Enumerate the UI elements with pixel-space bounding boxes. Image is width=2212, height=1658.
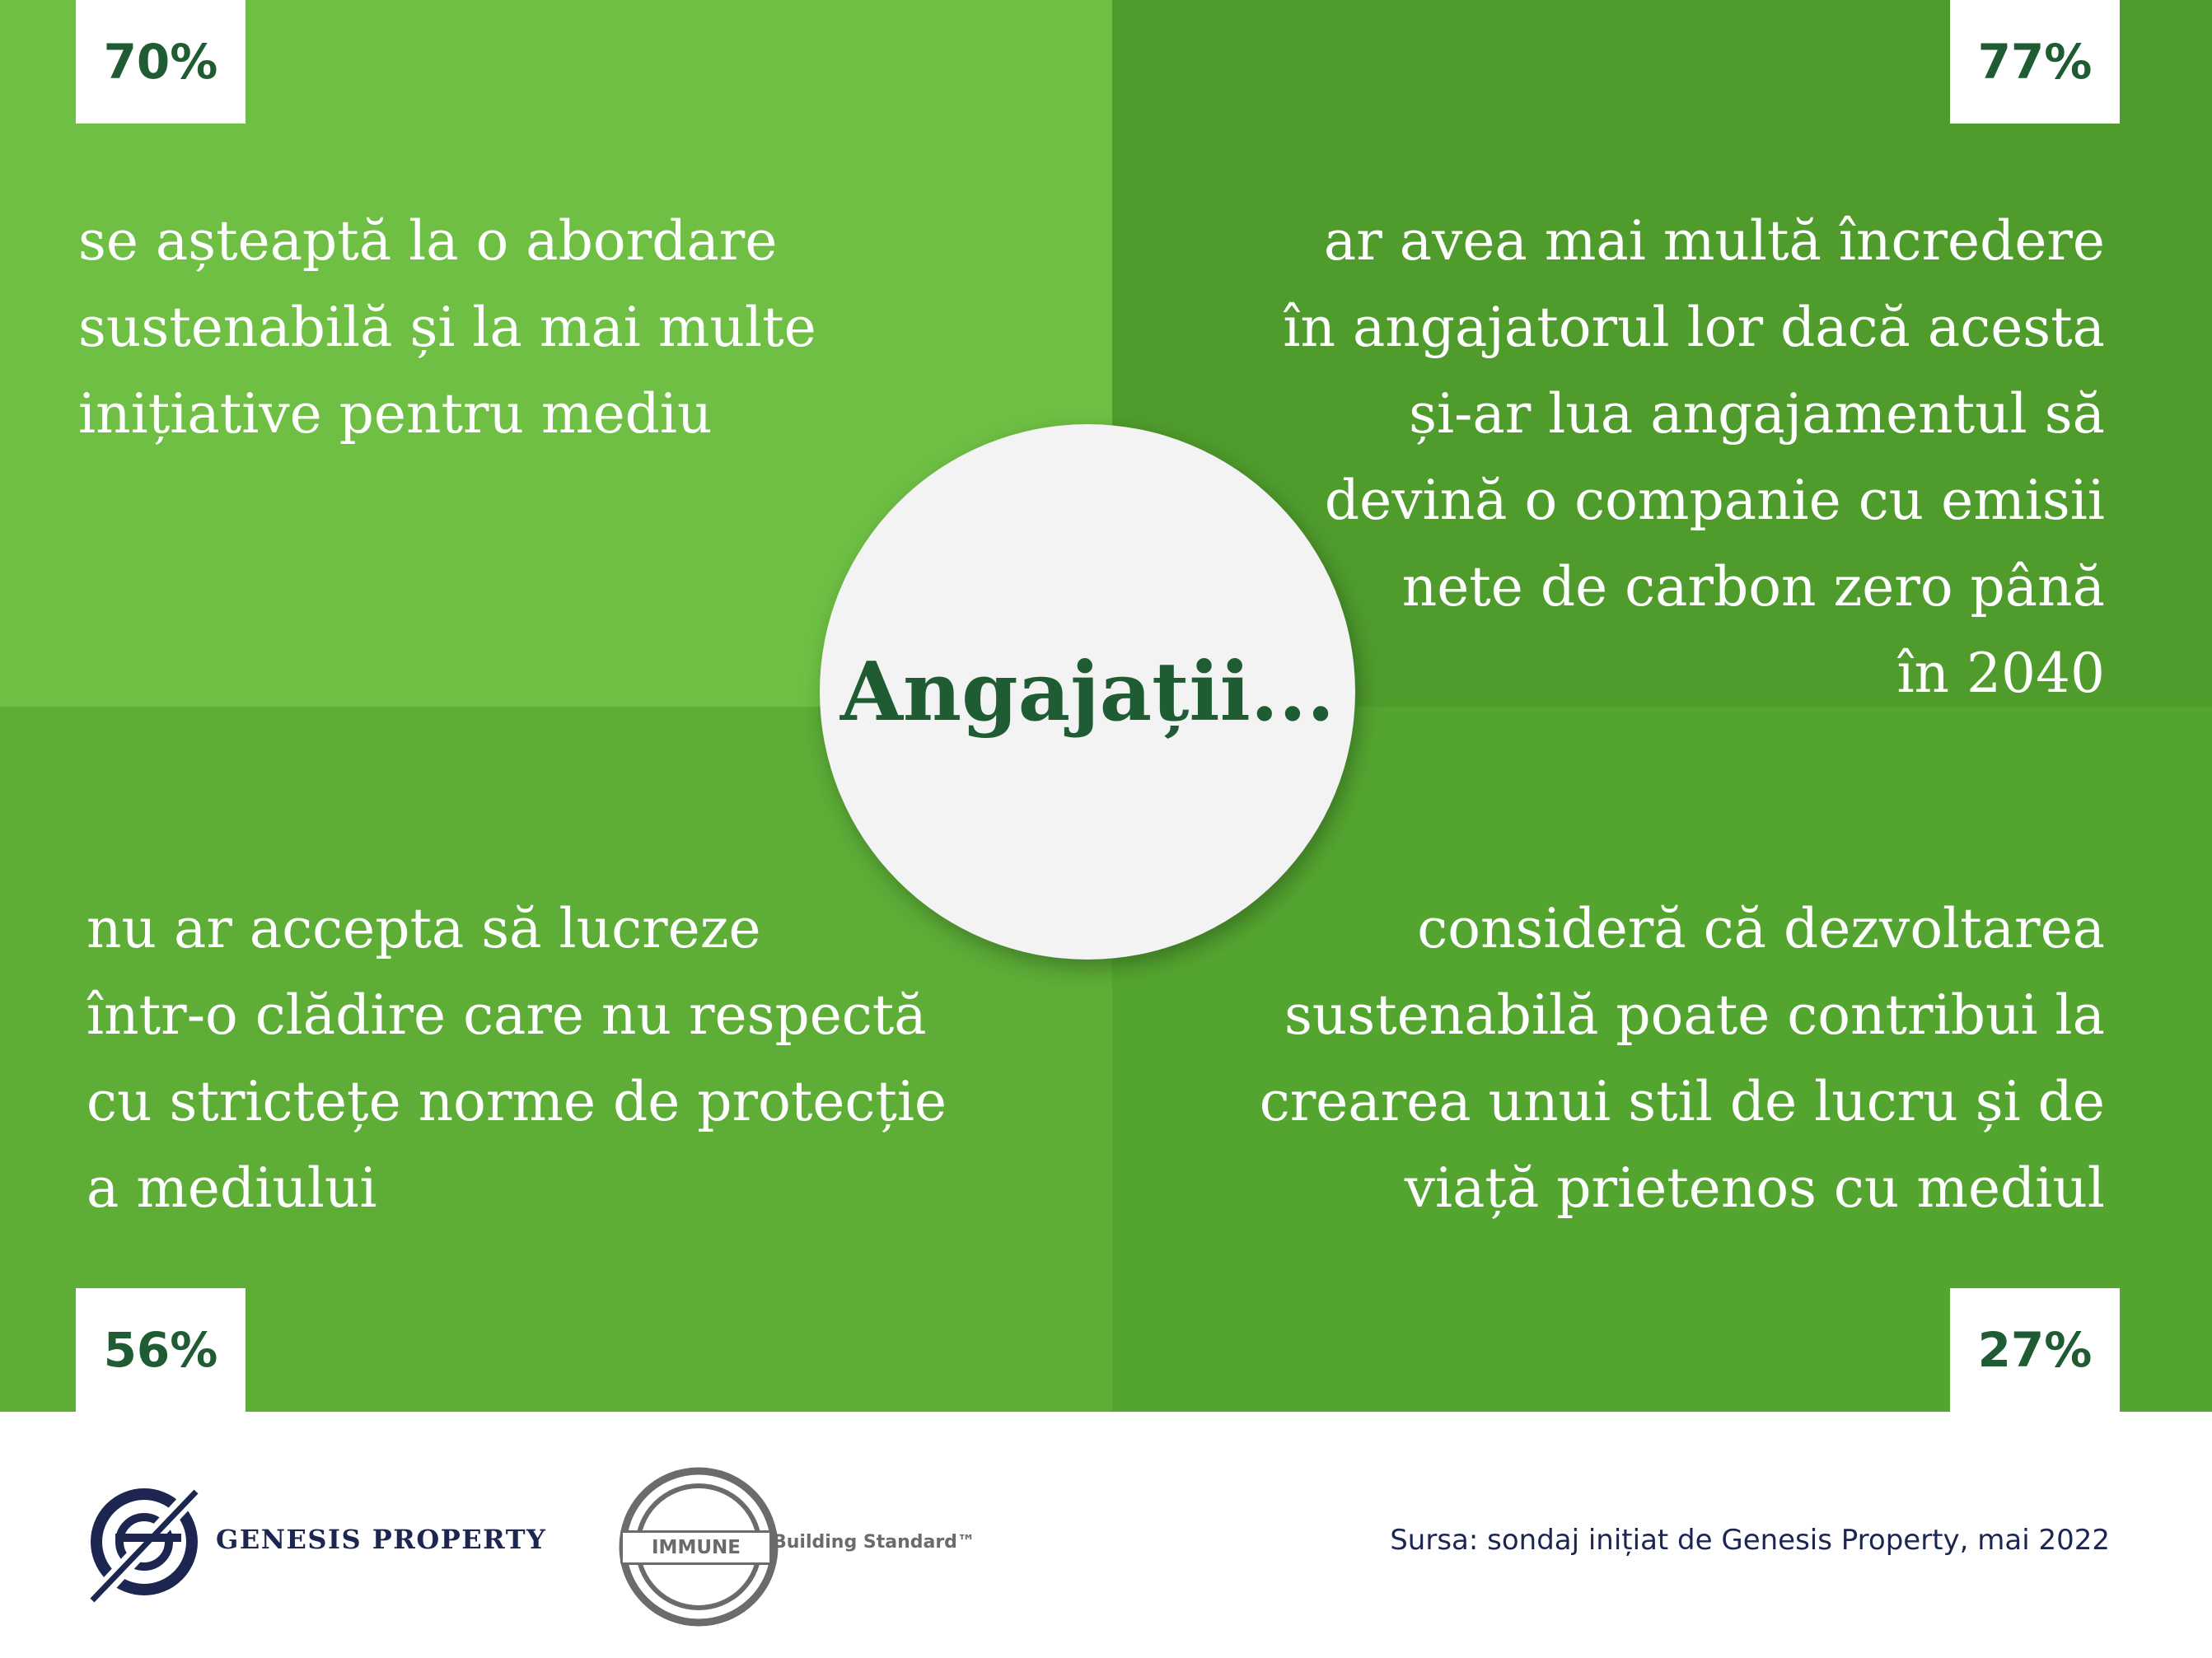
statement-bottom-left: nu ar accepta să lucreze într-o clădire care nu respectă cu strictețe norme de protecție a mediului [87, 897, 947, 1220]
percent-badge-top-right [1950, 0, 2120, 124]
percent-value: 27% [1977, 1322, 2093, 1378]
genesis-logo-icon [82, 1480, 206, 1604]
immune-logo-badge [620, 1530, 772, 1565]
immune-badge-text: IMMUNE [652, 1537, 741, 1558]
statement-bottom-right: consideră că dezvoltarea sustenabilă poate contribui la crearea unui stil de lucru și de viață prietenos cu mediul [1259, 897, 2105, 1220]
genesis-logo-text: GENESIS PROPERTY [216, 1524, 547, 1555]
center-circle [820, 424, 1355, 960]
source-note: Sursa: sondaj inițiat de Genesis Property, mai 2022 [1390, 1524, 2110, 1557]
percent-badge-bottom-left [76, 1288, 246, 1412]
percent-badge-bottom-right [1950, 1288, 2120, 1412]
percent-value: 70% [103, 34, 218, 90]
page-title: Angajații... [839, 644, 1335, 740]
immune-logo-label: Building Standard™ [773, 1532, 975, 1553]
percent-value: 77% [1977, 34, 2093, 90]
statement-top-left: se așteaptă la o abordare sustenabilă și la mai multe inițiative pentru mediu [78, 209, 816, 446]
percent-value: 56% [103, 1322, 218, 1378]
percent-badge-top-left [76, 0, 246, 124]
statement-top-right: ar avea mai multă încredere în angajatorul lor dacă acesta și-ar lua angajamentul să devină o companie cu emisii nete de carbon zero până în 2040 [1283, 209, 2105, 705]
